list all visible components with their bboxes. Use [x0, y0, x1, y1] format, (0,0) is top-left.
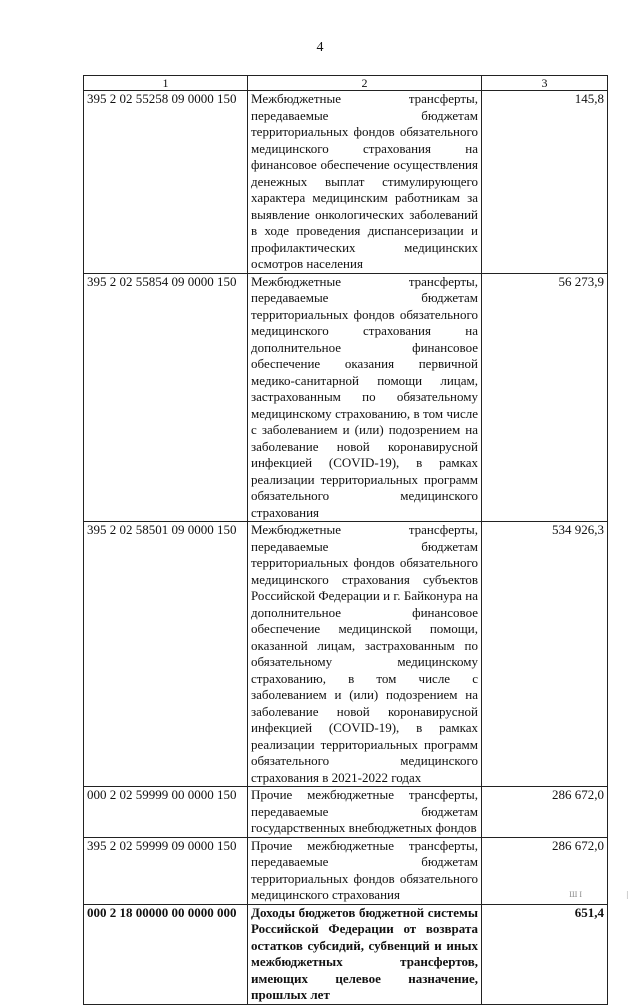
page-number: 4 — [316, 40, 324, 55]
amount-cell: 286 672,0 — [482, 787, 608, 838]
column-header-3: 3 — [482, 76, 608, 91]
table-row — [84, 522, 608, 787]
table-row — [84, 91, 608, 274]
amount-cell: 651,4 — [482, 904, 608, 1004]
description-cell: Доходы бюджетов бюджетной системы Российской Федерации от возврата остатков субсидий, субвенций и иных межбюджетных трансфертов, имеющих целевое назначение, прошлых лет — [248, 904, 482, 1004]
budget-code-cell: 000 2 02 59999 00 0000 150 — [84, 787, 248, 838]
description-cell: Прочие межбюджетные трансферты, передаваемые бюджетам территориальных фондов обязательного медицинского страхования — [248, 837, 482, 904]
column-header-2: 2 — [248, 76, 482, 91]
footer-mark: ШI — [569, 890, 584, 899]
description-cell: Межбюджетные трансферты, передаваемые бюджетам территориальных фондов обязательного медицинского страхования на дополнительное финансовое обеспечение оказания первичной медико-санитарной помощи лицам, застрахованным по обязательному медицинскому страхованию, в том числе с заболеванием и (или) подозрением на заболевание новой коронавирусной инфекцией (COVID-19), в рамках реализации территориальных программ обязательного медицинского страхования — [248, 273, 482, 522]
description-cell: Межбюджетные трансферты, передаваемые бюджетам территориальных фондов обязательного медицинского страхования на финансовое обеспечение осуществления денежных выплат стимулирующего характера медицинским работникам за выявление онкологических заболеваний в ходе проведения диспансеризации и профилактических медицинских осмотров населения — [248, 91, 482, 274]
budget-table — [83, 75, 608, 1005]
budget-code-cell: 395 2 02 58501 09 0000 150 — [84, 522, 248, 787]
table-header-row — [84, 76, 608, 91]
amount-cell: 145,8 — [482, 91, 608, 274]
budget-code-cell: 000 2 18 00000 00 0000 000 — [84, 904, 248, 1004]
amount-cell: 534 926,3 — [482, 522, 608, 787]
table-row — [84, 787, 608, 838]
table-row — [84, 273, 608, 522]
footer-tick: | — [626, 890, 628, 899]
description-cell: Прочие межбюджетные трансферты, передаваемые бюджетам государственных внебюджетных фондов — [248, 787, 482, 838]
amount-cell: 286 672,0 — [482, 837, 608, 904]
table-row — [84, 837, 608, 904]
table-row — [84, 904, 608, 1004]
amount-cell: 56 273,9 — [482, 273, 608, 522]
budget-code-cell: 395 2 02 59999 09 0000 150 — [84, 837, 248, 904]
column-header-1: 1 — [84, 76, 248, 91]
budget-code-cell: 395 2 02 55854 09 0000 150 — [84, 273, 248, 522]
budget-code-cell: 395 2 02 55258 09 0000 150 — [84, 91, 248, 274]
description-cell: Межбюджетные трансферты, передаваемые бюджетам территориальных фондов обязательного медицинского страхования субъектов Российской Федерации и г. Байконура на дополнительное финансовое обеспечение медицинской помощи, оказанной лицам, застрахованным по обязательному медицинскому страхованию, в том числе с заболеванием и (или) подозрением на заболевание новой коронавирусной инфекцией (COVID-19), в рамках реализации территориальных программ обязательного медицинского страхования в 2021-2022 годах — [248, 522, 482, 787]
